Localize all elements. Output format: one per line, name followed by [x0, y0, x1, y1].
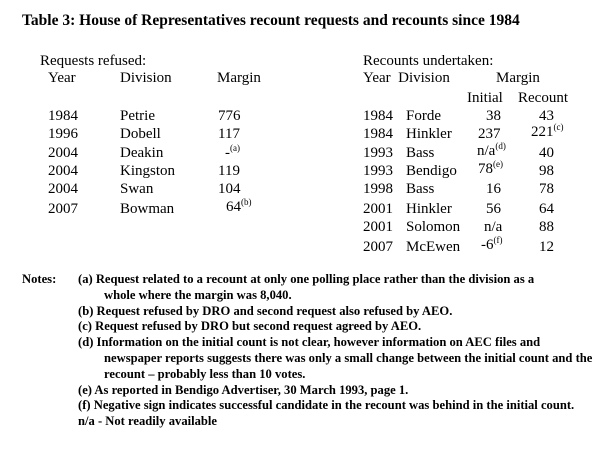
recount-value: 221$^{(c)}$ [531, 122, 564, 140]
note-a-line2: whole where the margin was 8,040. [104, 287, 292, 302]
recounts-col-margin: Margin [496, 70, 540, 86]
recount-value: 12 [539, 239, 554, 255]
note-d: (d) Information on the initial count is not clear, however information on AEC files and newspaper reports suggests there was only a small change between the initial count and the recount – probably less than 10 votes. [78, 335, 593, 381]
note-b: (b) Request refused by DRO and second request also refused by AEO. [78, 303, 453, 318]
recount-division: Bass [406, 181, 435, 197]
recount-initial: 56 [486, 201, 501, 217]
recount-division: Solomon [406, 219, 461, 235]
footnote-ref: (a) [230, 143, 240, 153]
recount-initial: 237 [478, 126, 501, 142]
refused-margin: 119 [218, 163, 240, 179]
recount-year: 1993 [363, 145, 393, 161]
recount-initial: $n/a^{(d)}$ [477, 141, 506, 159]
note-c: (c) Request refused by DRO but second request agreed by AEO. [78, 319, 422, 334]
refused-division: Kingston [120, 163, 176, 179]
recount-initial: 38 [486, 108, 501, 124]
recount-year: 2001 [363, 219, 393, 235]
recount-value: 78 [539, 181, 554, 197]
refused-col-year: Year [48, 70, 76, 86]
refused-year: 2007 [48, 201, 78, 217]
note-a-line1: (a) Request related to a recount at only one polling place rather than the division as a [78, 272, 535, 286]
refused-year: 1996 [48, 126, 78, 142]
recount-division: Forde [406, 108, 441, 124]
recount-division: Bass [406, 145, 435, 161]
refused-year: 2004 [48, 145, 78, 161]
recount-year: 2007 [363, 239, 393, 255]
recount-initial: 78$^{(e)}$ [478, 159, 503, 177]
recount-division: Hinkler [406, 126, 452, 142]
footnote-ref: (f) [493, 235, 503, 245]
refused-margin: -$^{(a)}$ [225, 143, 240, 161]
footnote-ref: (e) [493, 159, 503, 169]
recount-division: McEwen [406, 239, 461, 255]
recount-division: Bendigo [406, 163, 457, 179]
recount-year: 1984 [363, 108, 393, 124]
recounts-col-initial: Initial [467, 90, 503, 106]
refused-division: Swan [120, 181, 154, 197]
refused-margin: 117 [218, 126, 240, 142]
notes-label: Notes: [22, 272, 57, 286]
recount-year: 1984 [363, 126, 393, 142]
recount-value: 43 [539, 108, 554, 124]
note-a [22, 272, 600, 288]
refused-col-division: Division [120, 70, 172, 86]
refused-col-margin: Margin [217, 70, 261, 86]
refused-year: 2004 [48, 181, 78, 197]
refused-division: Bowman [120, 201, 175, 217]
recount-value: 88 [539, 219, 554, 235]
recount-value: 64 [539, 201, 554, 217]
recount-year: 1998 [363, 181, 393, 197]
recount-year: 1993 [363, 163, 393, 179]
recount-value: 40 [539, 145, 554, 161]
refused-division: Deakin [120, 145, 164, 161]
refused-division: Dobell [120, 126, 161, 142]
table-notes [22, 272, 600, 430]
recount-initial: n/a [484, 219, 503, 235]
refused-division: Petrie [120, 108, 155, 124]
recount-value: 98 [539, 163, 554, 179]
refused-margin: 104 [218, 181, 241, 197]
recount-initial: -6$^{(f)}$ [481, 235, 503, 253]
note-na: n/a - Not readily available [78, 414, 217, 429]
note-f: (f) Negative sign indicates successful candidate in the recount was behind in the initial count. [78, 398, 575, 413]
refused-heading: Requests refused: [40, 53, 147, 69]
recount-division: Hinkler [406, 201, 452, 217]
refused-year: 2004 [48, 163, 78, 179]
note-e: (e) As reported in Bendigo Advertiser, 30 March 1993, page 1. [78, 382, 409, 397]
recount-initial: 16 [486, 181, 501, 197]
recounts-col-year-division: Year Division [363, 70, 450, 86]
footnote-ref: (d) [495, 141, 506, 151]
refused-margin: 64$^{(b)}$ [226, 197, 252, 215]
footnote-ref: (b) [241, 197, 252, 207]
table-title: Table 3: House of Representatives recount requests and recounts since 1984 [22, 12, 520, 29]
footnote-ref: (c) [553, 122, 564, 132]
recounts-col-recount: Recount [518, 90, 568, 106]
recount-year: 2001 [363, 201, 393, 217]
refused-year: 1984 [48, 108, 78, 124]
recounts-heading: Recounts undertaken: [363, 53, 494, 69]
refused-margin: 776 [218, 108, 241, 124]
